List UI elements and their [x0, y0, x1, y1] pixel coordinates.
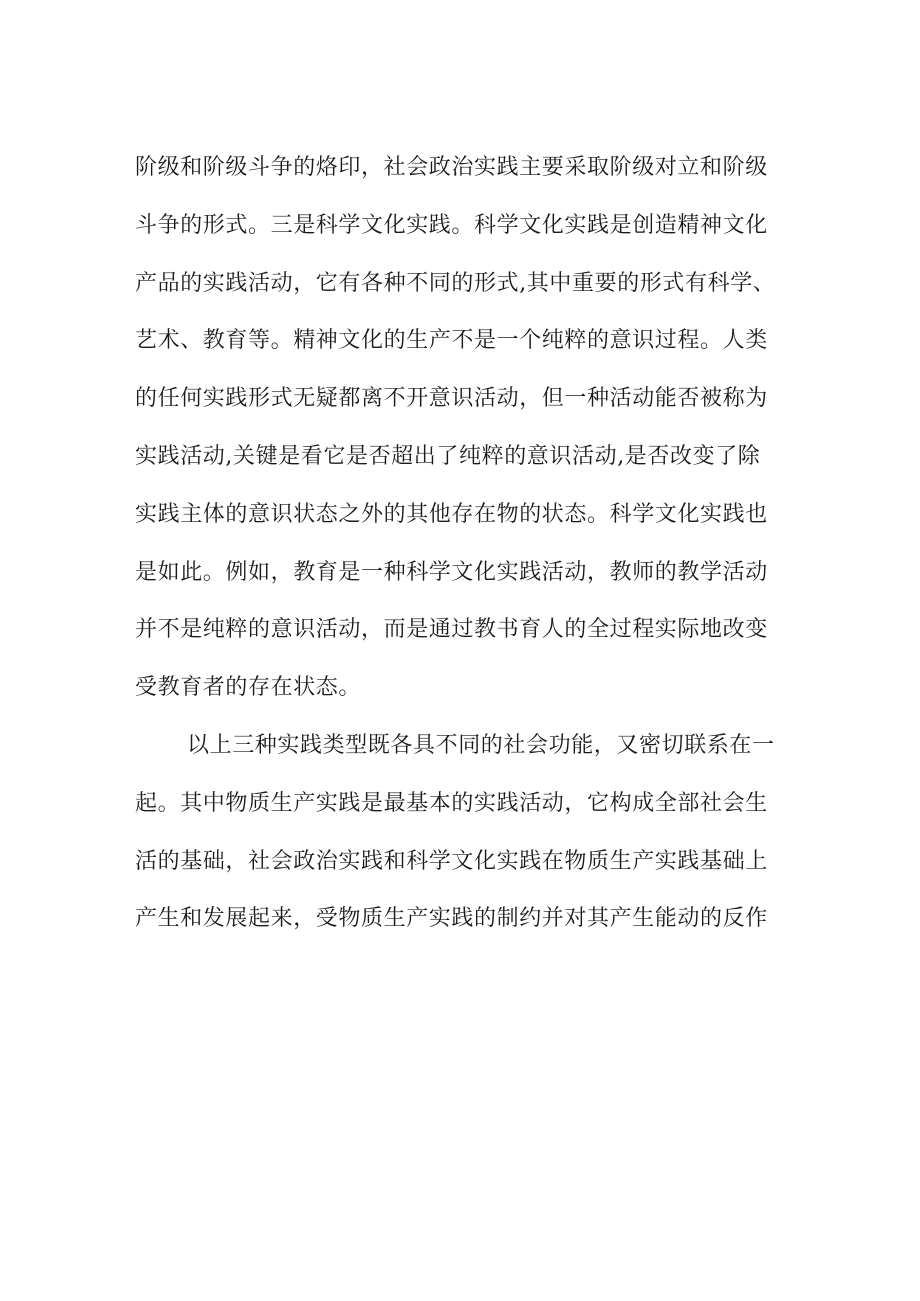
- text-line: 的任何实践形式无疑都离不开意识活动，但一种活动能否被称为: [135, 386, 768, 412]
- text-line: 斗争的形式。三是科学文化实践。科学文化实践是创造精神文化: [135, 212, 768, 238]
- text-line: 阶级和阶级斗争的烙印，社会政治实践主要采取阶级对立和阶级: [135, 155, 768, 180]
- text-line: 起。其中物质生产实践是最基本的实践活动，它构成全部社会生: [135, 790, 768, 816]
- text-line: 实践主体的意识状态之外的其他存在物的状态。科学文化实践也: [135, 501, 768, 527]
- text-line: 艺术、教育等。精神文化的生产不是一个纯粹的意识过程。人类: [135, 328, 768, 354]
- body-text: [135, 146, 815, 955]
- text-line: 是如此。例如，教育是一种科学文化实践活动，教师的教学活动: [135, 559, 768, 585]
- paragraph: [135, 146, 815, 724]
- text-line: 活的基础，社会政治实践和科学文化实践在物质生产实践基础上: [135, 848, 768, 874]
- text-line: 并不是纯粹的意识活动，而是通过教书育人的全过程实际地改变: [135, 617, 768, 643]
- paragraph: [135, 724, 815, 955]
- text-line: 以上三种实践类型既各具不同的社会功能，又密切联系在一: [187, 732, 775, 758]
- text-line: 产品的实践活动，它有各种不同的形式,其中重要的形式有科学、: [135, 270, 776, 296]
- text-line: 实践活动,关键是看它是否超出了纯粹的意识活动,是否改变了除: [135, 443, 761, 469]
- text-line: 产生和发展起来，受物质生产实践的制约并对其产生能动的反作: [135, 906, 768, 932]
- text-line: 受教育者的存在状态。: [135, 675, 362, 701]
